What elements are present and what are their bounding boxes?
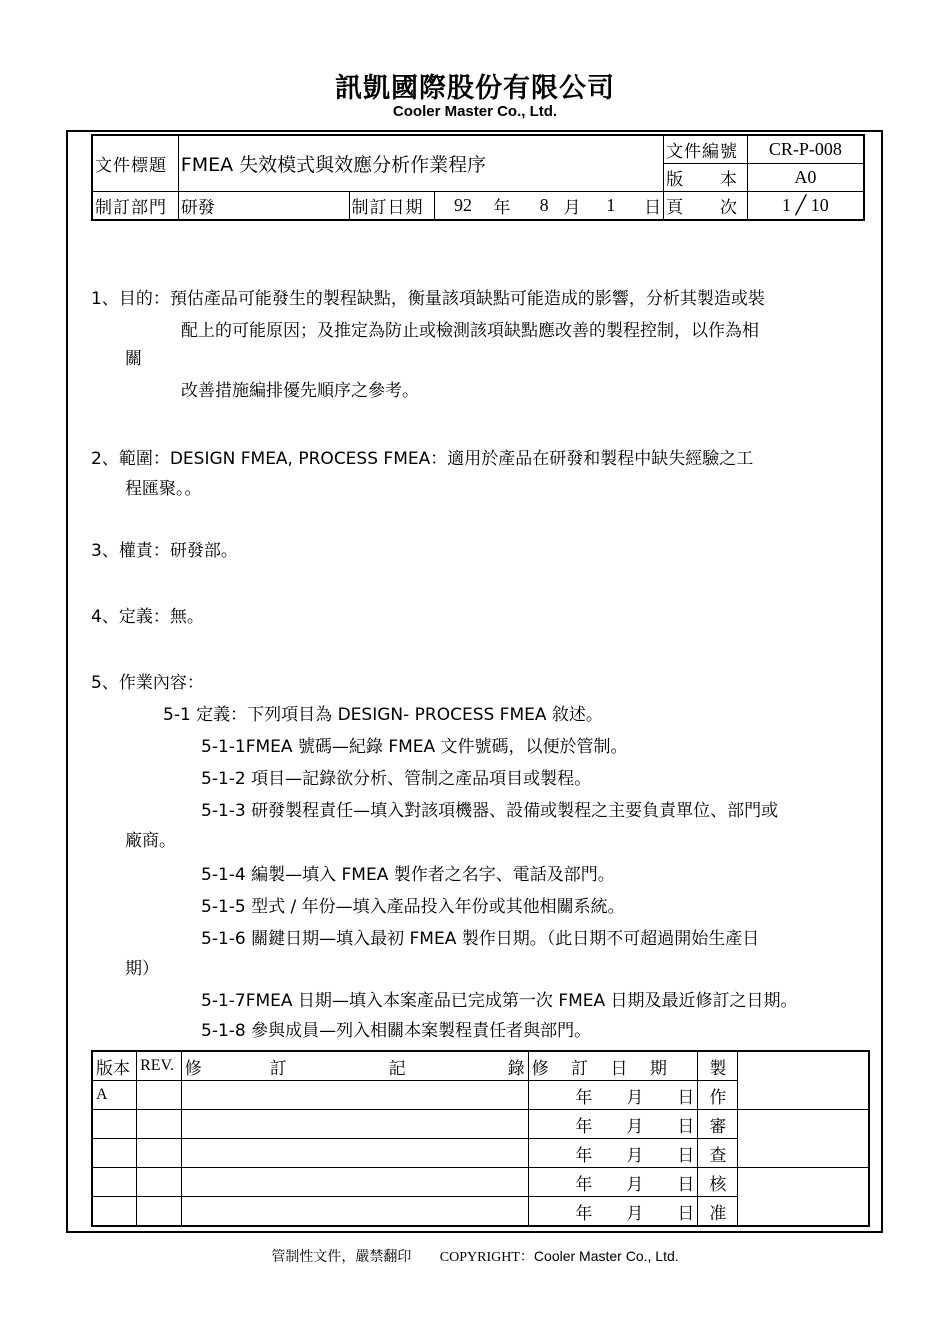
version-label: 版 本 (664, 164, 748, 192)
copyright-holder: Cooler Master Co., Ltd. (533, 1248, 679, 1264)
section-5-1-6-line-2: 期） (125, 959, 159, 979)
issue-date-year: 92 (434, 192, 491, 221)
sig-approve-box (738, 1168, 869, 1227)
issue-date-month-unit: 月 (562, 192, 594, 221)
rev-row-4-version (92, 1168, 137, 1197)
rev-row-2-record (181, 1110, 528, 1139)
page-label: 頁 次 (664, 192, 748, 221)
issue-date-label: 制訂日期 (349, 192, 434, 221)
rev-row-1-version: A (92, 1081, 137, 1110)
rev-row-1-date: 年 月 日 (528, 1081, 698, 1110)
rev-row-1-rev (137, 1081, 182, 1110)
sig-review-label-1: 審 (698, 1110, 738, 1139)
dept-value: 研發 (178, 192, 349, 221)
section-5-1: 5-1 定義：下列項目為 DESIGN- PROCESS FMEA 敘述。 (163, 705, 603, 725)
document-header-table (91, 134, 865, 221)
rev-col-version: 版本 (92, 1051, 137, 1081)
section-5-1-8: 5-1-8 參與成員—列入相關本案製程責任者與部門。 (201, 1021, 592, 1041)
company-name-english: Cooler Master Co., Ltd. (392, 103, 558, 120)
section-5-1-3-line-2: 廠商。 (125, 831, 176, 851)
sig-review-box (738, 1110, 869, 1168)
rev-row-5-date: 年 月 日 (528, 1197, 698, 1227)
rev-row-2-version (92, 1110, 137, 1139)
rev-row-3-version (92, 1139, 137, 1168)
section-5-1-3-line-1: 5-1-3 研發製程責任—填入對該項機器、設備或製程之主要負責單位、部門或 (201, 801, 779, 821)
rev-row-3-date: 年 月 日 (528, 1139, 698, 1168)
section-1-line-1: 1、目的：預估產品可能發生的製程缺點，衡量該項缺點可能造成的影響，分析其製造或裝 (91, 289, 765, 309)
issue-date-day-unit: 日 (628, 192, 663, 221)
rev-row-4-rev (137, 1168, 182, 1197)
issue-date-day: 1 (593, 192, 628, 221)
section-2-line-1: 2、範圍：DESIGN FMEA, PROCESS FMEA：適用於產品在研發和製程中缺失經驗之工 (91, 449, 754, 469)
page-footer (0, 1246, 950, 1266)
revision-table (91, 1050, 870, 1227)
rev-col-rev: REV. (137, 1051, 182, 1081)
rev-col-record: 修 訂 記 錄 (181, 1051, 528, 1081)
section-5-1-1: 5-1-1FMEA 號碼—紀錄 FMEA 文件號碼，以便於管制。 (201, 737, 628, 757)
company-name-chinese: 訊凱國際股份有限公司 (335, 73, 615, 104)
rev-row-1-record (181, 1081, 528, 1110)
rev-row-4-date: 年 月 日 (528, 1168, 698, 1197)
issue-date-year-unit: 年 (491, 192, 526, 221)
section-4: 4、定義：無。 (91, 607, 204, 627)
page-value: 1 ╱ 10 (747, 192, 864, 221)
rev-row-3-record (181, 1139, 528, 1168)
section-5-1-7: 5-1-7FMEA 日期—填入本案產品已完成第一次 FMEA 日期及最近修訂之日期。 (201, 991, 798, 1011)
doc-number: CR-P-008 (747, 135, 864, 164)
rev-row-5-record (181, 1197, 528, 1227)
sig-make-label-1: 製 (698, 1051, 738, 1081)
rev-row-2-rev (137, 1110, 182, 1139)
rev-row-5-version (92, 1197, 137, 1227)
section-5-1-2: 5-1-2 項目—記錄欲分析、管制之產品項目或製程。 (201, 769, 592, 789)
section-1-line-3: 關 (125, 349, 142, 369)
rev-row-2-date: 年 月 日 (528, 1110, 698, 1139)
rev-row-3-rev (137, 1139, 182, 1168)
section-5: 5、作業內容： (91, 673, 204, 693)
rev-row-4-record (181, 1168, 528, 1197)
section-3: 3、權責：研發部。 (91, 541, 238, 561)
dept-label: 制訂部門 (92, 192, 178, 221)
rev-col-date: 修 訂 日 期 (528, 1051, 698, 1081)
doc-number-label: 文件編號 (664, 135, 748, 164)
doc-title-label: 文件標題 (92, 135, 178, 192)
section-5-1-6-line-1: 5-1-6 關鍵日期—填入最初 FMEA 製作日期。（此日期不可超過開始生產日 (201, 929, 760, 949)
copyright-label: COPYRIGHT： (439, 1250, 534, 1265)
section-1-line-4: 改善措施編排優先順序之參考。 (181, 381, 419, 401)
sig-make-box (738, 1051, 869, 1110)
controlled-doc-notice: 管制性文件，嚴禁翻印 (271, 1249, 412, 1265)
section-5-1-4: 5-1-4 編製—填入 FMEA 製作者之名字、電話及部門。 (201, 865, 615, 885)
issue-date-month: 8 (527, 192, 562, 221)
sig-approve-label-2: 准 (698, 1197, 738, 1227)
version-value: A0 (747, 164, 864, 192)
sig-review-label-2: 查 (698, 1139, 738, 1168)
rev-row-5-rev (137, 1197, 182, 1227)
section-2-line-2: 程匯聚。。 (125, 479, 202, 499)
section-1-line-2: 配上的可能原因；及推定為防止或檢測該項缺點應改善的製程控制，以作為相 (181, 321, 759, 341)
section-5-1-5: 5-1-5 型式 / 年份—填入產品投入年份或其他相關系統。 (201, 897, 625, 917)
sig-approve-label-1: 核 (698, 1168, 738, 1197)
sig-make-label-2: 作 (698, 1081, 738, 1110)
doc-title: FMEA 失效模式與效應分析作業程序 (178, 135, 663, 192)
